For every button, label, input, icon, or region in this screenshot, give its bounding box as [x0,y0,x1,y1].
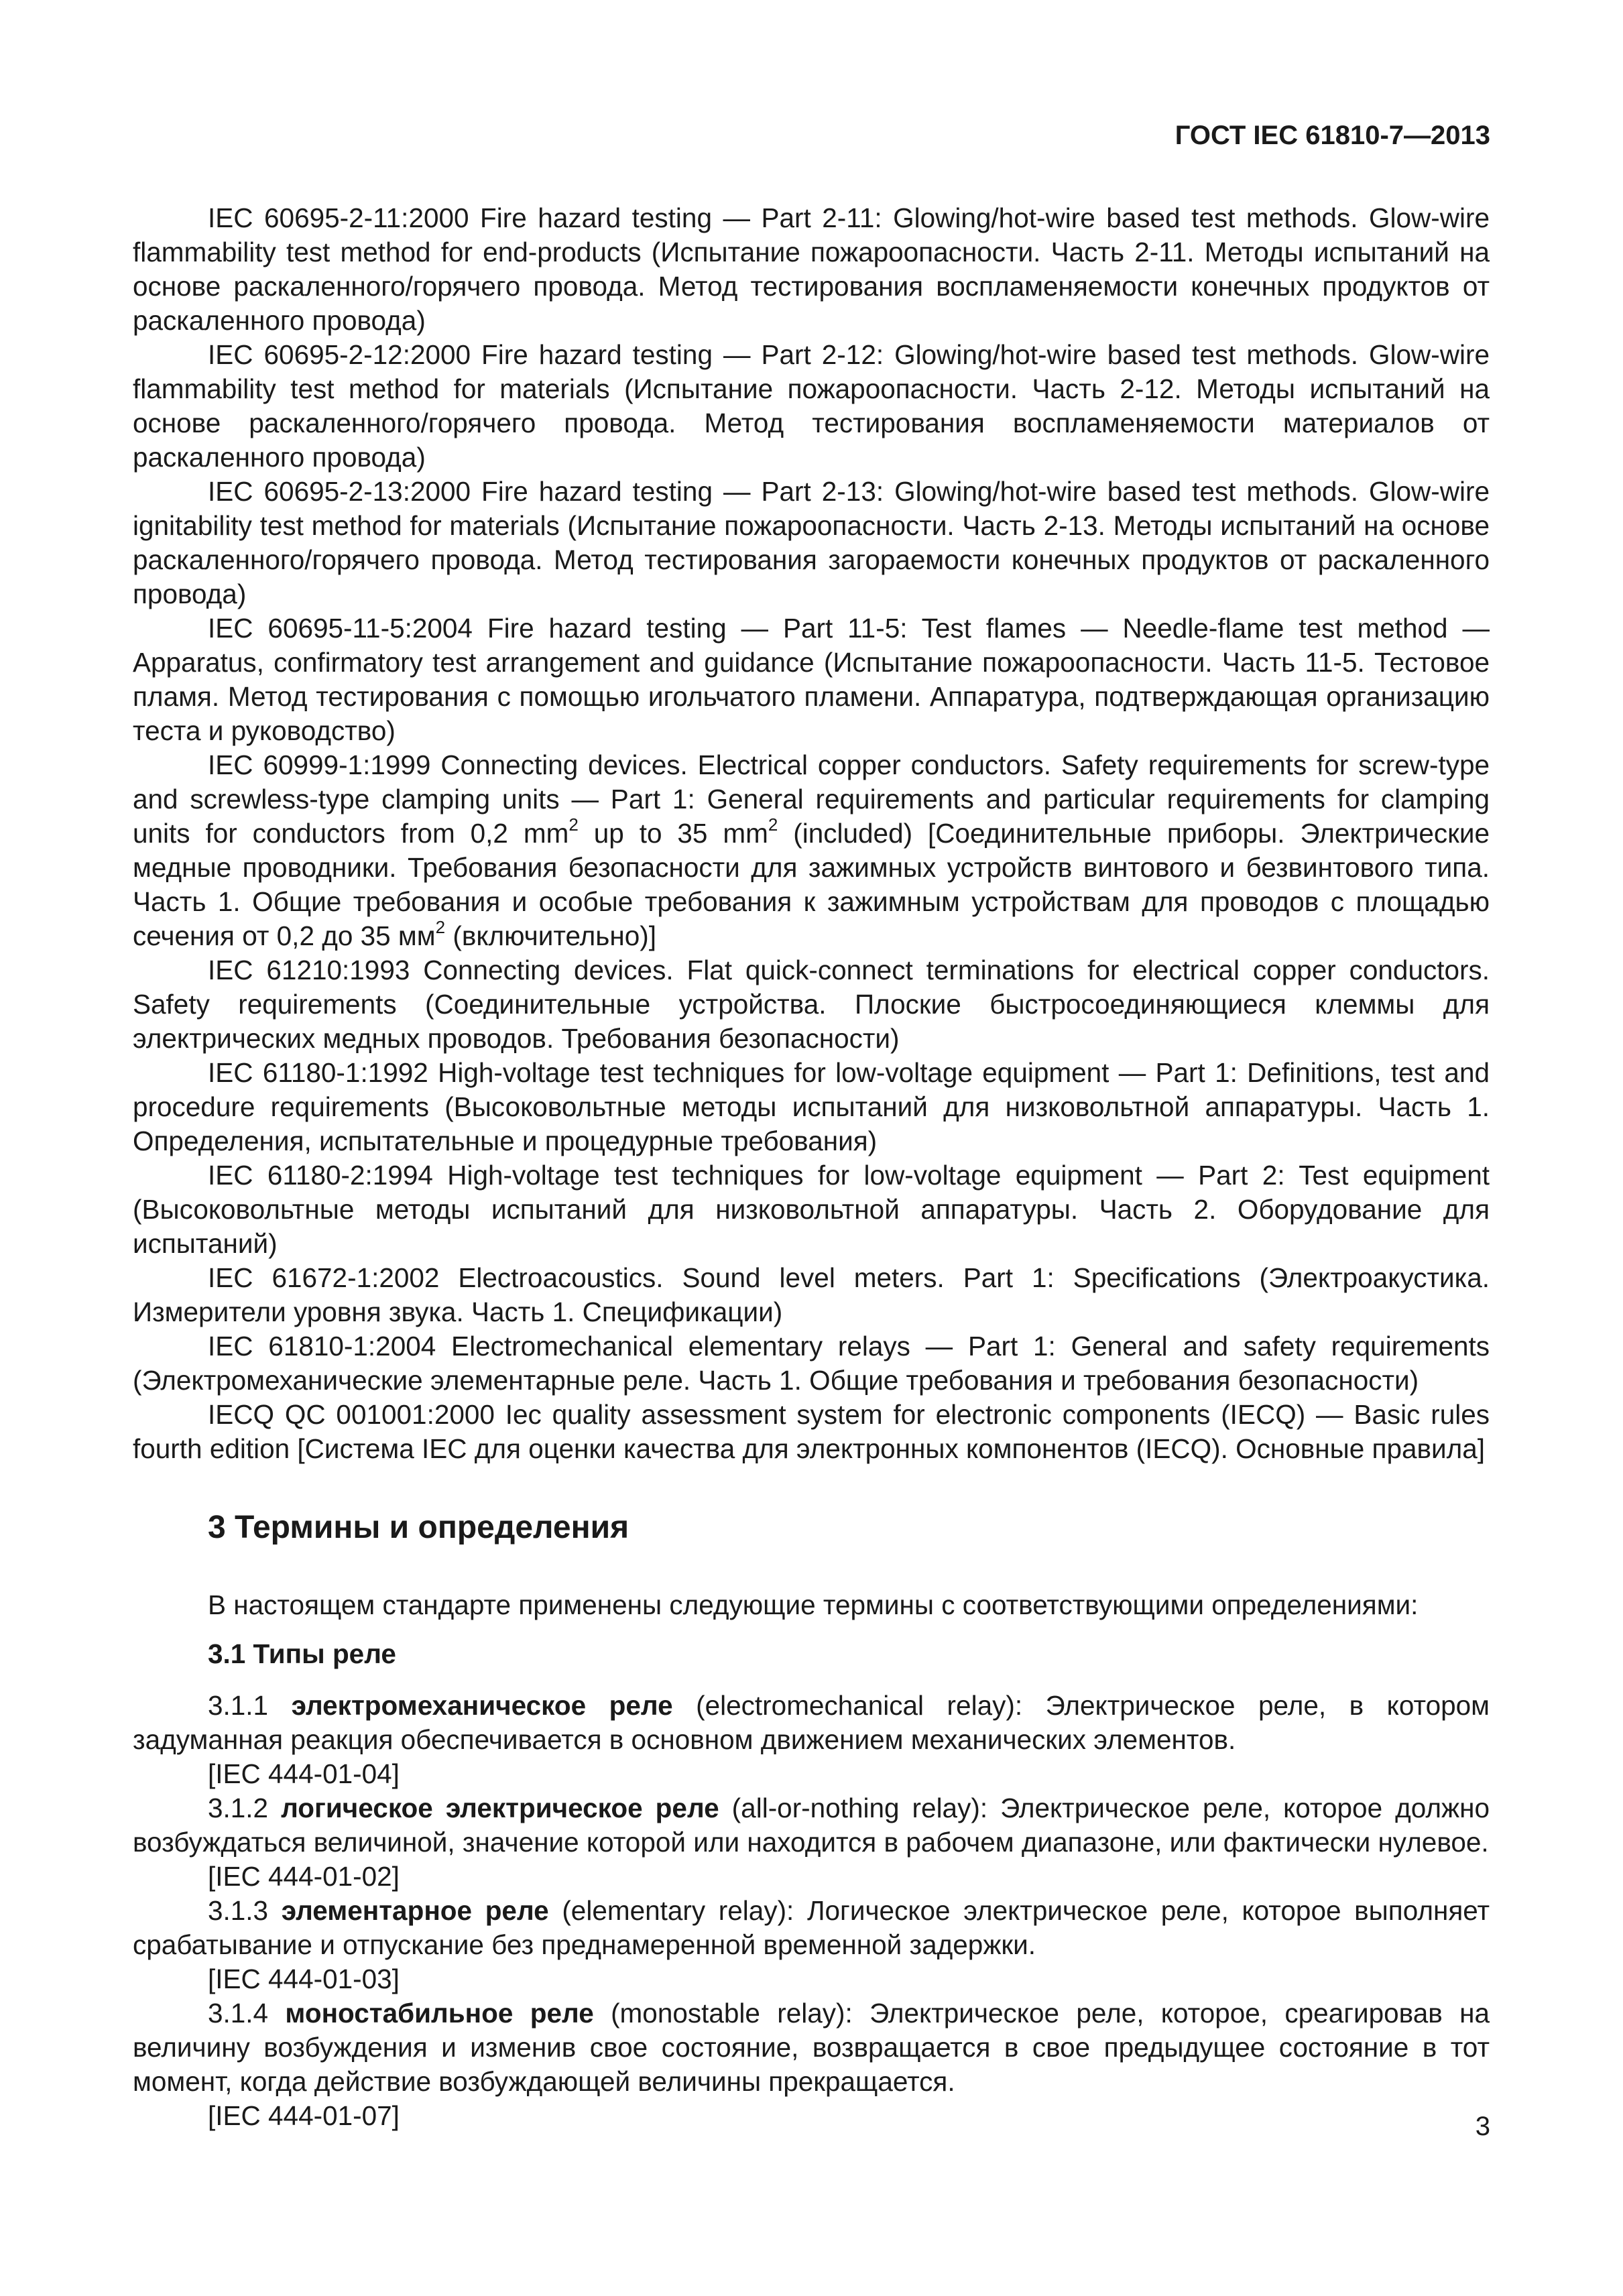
reference-item: IEC 61180-1:1992 High-voltage test techniques for low-voltage equipment — Part 1: Definitions, test and procedure requirements (Высоковольтные методы испытаний для низковольтной аппаратуры. Часть 1. Определения, испытательные и процедурные требования) [133,1057,1490,1156]
term-name: электромеханическое реле [291,1690,673,1721]
reference-item: IEC 61210:1993 Connecting devices. Flat quick-connect terminations for electrical copper conductors. Safety requirements (Соединительные устройства. Плоские быстросоединяющиеся клеммы для электрических медных проводов. Требования безопасности) [133,955,1490,1054]
term-name: моностабильное реле [285,1998,594,2029]
section-intro: В настоящем стандарте применены следующие термины с соответствующими определениями: [208,1589,1419,1620]
term-definition [133,1791,1490,1860]
reference-text: (включительно)] [445,920,656,951]
reference-item: IEC 60695-11-5:2004 Fire hazard testing — Part 11-5: Test flames — Needle-flame test method — Apparatus, confirmatory test arrangement and guidance (Испытание пожароопасности. Часть 11-5. Тестовое пламя. Метод тестирования с помощью игольчатого пламени. Аппаратура, подтверждающая организацию теста и руководство) [133,613,1490,746]
superscript: 2 [568,814,579,835]
document-id: ГОСТ IEC 61810-7—2013 [1175,121,1490,150]
reference-item: IEC 61180-2:1994 High-voltage test techniques for low-voltage equipment — Part 2: Test equipment (Высоковольтные методы испытаний для низковольтной аппаратуры. Часть 2. Оборудование для испытаний) [133,1160,1490,1259]
section-heading: 3 Термины и определения [208,1510,629,1545]
subsection-heading: 3.1 Типы реле [208,1638,396,1669]
superscript: 2 [435,916,446,937]
term-reference: [IEC 444-01-04] [208,1758,400,1789]
term-def: (all-or-nothing relay): Электрическое реле, которое должно возбуждаться величиной, значение которой или находится в рабочем диапазоне, или фактически нулевое. [133,1793,1490,1858]
term-name: элементарное реле [281,1895,549,1926]
page-content [133,201,1490,2133]
term-reference: [IEC 444-01-02] [208,1861,400,1892]
term-reference: [IEC 444-01-07] [208,2100,400,2131]
reference-item: IEC 61810-1:2004 Electromechanical elementary relays — Part 1: General and safety requirements (Электромеханические элементарные реле. Часть 1. Общие требования и требования безопасности) [133,1331,1490,1396]
term-number: 3.1.2 [208,1793,282,1823]
term-definition [133,1996,1490,2099]
reference-item: IEC 60695-2-12:2000 Fire hazard testing — Part 2-12: Glowing/hot-wire based test methods. Glow-wire flammability test method for materials (Испытание пожароопасности. Часть 2-12. Методы испытаний на основе раскаленного/горячего провода. Метод тестирования воспламеняемости материалов от раскаленного провода) [133,339,1490,473]
reference-text: (included) [Соединительные приборы. Электрические медные проводники. Требования безопасности для зажимных устройств винтового и безвинтового типа. Часть 1. Общие требования и особые требования к зажимным устройствам для проводов с площадью сечения от 0,2 до 35 мм [133,818,1490,951]
term-def: (electromechanical relay): Электрическое реле, в котором задуманная реакция обеспечивается в основном движением механических элементов. [133,1690,1490,1755]
reference-item: IEC 60695-2-11:2000 Fire hazard testing — Part 2-11: Glowing/hot-wire based test methods. Glow-wire flammability test method for end-products (Испытание пожароопасности. Часть 2-11. Методы испытаний на основе раскаленного/горячего провода. Метод тестирования воспламеняемости конечных продуктов от раскаленного провода) [133,202,1490,336]
term-number: 3.1.1 [208,1690,292,1721]
reference-item [133,748,1490,953]
term-number: 3.1.4 [208,1998,286,2029]
term-def: (monostable relay): Электрическое реле, которое, среагировав на величину возбуждения и изменив свое состояние, возвращается в свое предыдущее состояние в тот момент, когда действие возбуждающей величины прекращается. [133,1998,1490,2097]
term-number: 3.1.3 [208,1895,282,1926]
term-name: логическое электрическое реле [281,1793,719,1823]
reference-text: up to 35 mm [578,818,768,849]
term-definition [133,1689,1490,1757]
term-def: (elementary relay): Логическое электрическое реле, которое выполняет срабатывание и отпускание без преднамеренной временной задержки. [133,1895,1490,1960]
term-definition [133,1894,1490,1962]
reference-item: IECQ QC 001001:2000 Iec quality assessment system for electronic components (IECQ) — Basic rules fourth edition [Система IEC для оценки качества для электронных компонентов (IECQ). Основные правила] [133,1399,1490,1464]
reference-item: IEC 61672-1:2002 Electroacoustics. Sound level meters. Part 1: Specifications (Электроакустика. Измерители уровня звука. Часть 1. Спецификации) [133,1262,1490,1327]
term-reference: [IEC 444-01-03] [208,1963,400,1994]
reference-text: IEC 60999-1:1999 Connecting devices. Electrical copper conductors. Safety requirements for screw-type and screwless-type clamping units — Part 1: General requirements and particular requirements for clamping units for conductors from 0,2 mm [133,749,1490,849]
reference-item: IEC 60695-2-13:2000 Fire hazard testing — Part 2-13: Glowing/hot-wire based test methods. Glow-wire ignitability test method for materials (Испытание пожароопасности. Часть 2-13. Методы испытаний на основе раскаленного/горячего провода. Метод тестирования загораемости конечных продуктов от раскаленного провода) [133,476,1490,609]
page-number: 3 [1475,2112,1490,2141]
superscript: 2 [768,814,778,835]
